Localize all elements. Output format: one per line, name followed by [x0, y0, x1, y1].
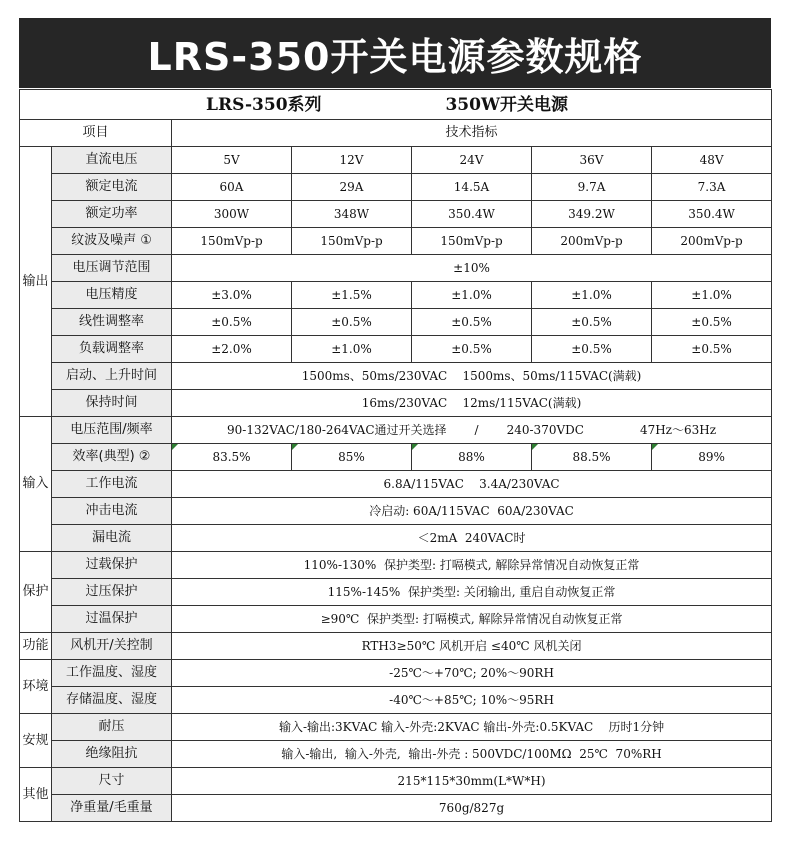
cell: 85% [292, 444, 412, 471]
cell: 6.8A/115VAC 3.4A/230VAC [172, 471, 772, 498]
cell: ±0.5% [652, 336, 772, 363]
cell: RTH3≥50℃ 风机开启 ≤40℃ 风机关闭 [172, 633, 772, 660]
cell: ±10% [172, 255, 772, 282]
row-label: 电压范围/频率 [52, 417, 172, 444]
cell: ±1.0% [532, 282, 652, 309]
cell: ≥90℃ 保护类型: 打嗝模式, 解除异常情况自动恢复正常 [172, 606, 772, 633]
table-row [20, 282, 772, 309]
cell: 300W [172, 201, 292, 228]
table-row [20, 255, 772, 282]
cell: 110%-130% 保护类型: 打嗝模式, 解除异常情况自动恢复正常 [172, 552, 772, 579]
cell: -40℃～+85℃; 10%～95RH [172, 687, 772, 714]
cell: 输入-输出, 输入-外壳, 输出-外壳 : 500VDC/100MΩ 25℃ 70%RH [172, 741, 772, 768]
cell: 12V [292, 147, 412, 174]
cell: 输入-输出:3KVAC 输入-外壳:2KVAC 输出-外壳:0.5KVAC 历时1分钟 [172, 714, 772, 741]
subtitle-row [20, 90, 772, 120]
table-row [20, 174, 772, 201]
row-label: 漏电流 [52, 525, 172, 552]
cell: 150mVp-p [412, 228, 532, 255]
table-row [20, 606, 772, 633]
spec-table [19, 89, 772, 822]
table-row [20, 660, 772, 687]
table-row [20, 741, 772, 768]
row-label: 保持时间 [52, 390, 172, 417]
cell: 83.5% [172, 444, 292, 471]
table-row [20, 552, 772, 579]
table-row [20, 417, 772, 444]
cell: 89% [652, 444, 772, 471]
cell: 150mVp-p [292, 228, 412, 255]
group-safety: 安规 [20, 714, 52, 768]
cell: 150mVp-p [172, 228, 292, 255]
group-input: 输入 [20, 417, 52, 552]
input-range-ac: 90-132VAC/180-264VAC通过开关选择 [227, 423, 447, 437]
row-label: 净重量/毛重量 [52, 795, 172, 822]
table-row [20, 201, 772, 228]
row-label: 工作温度、湿度 [52, 660, 172, 687]
cell: ±2.0% [172, 336, 292, 363]
series-name: LRS-350系列 [206, 94, 322, 115]
cell: 29A [292, 174, 412, 201]
cell: 14.5A [412, 174, 532, 201]
table-row [20, 525, 772, 552]
group-function: 功能 [20, 633, 52, 660]
table-row [20, 309, 772, 336]
header-item: 项目 [20, 120, 172, 147]
table-row [20, 795, 772, 822]
row-label: 尺寸 [52, 768, 172, 795]
row-label: 纹波及噪声 ① [52, 228, 172, 255]
row-label: 过压保护 [52, 579, 172, 606]
cell: 7.3A [652, 174, 772, 201]
row-label: 启动、上升时间 [52, 363, 172, 390]
row-label: 电压调节范围 [52, 255, 172, 282]
group-environment: 环境 [20, 660, 52, 714]
cell: ＜2mA 240VAC时 [172, 525, 772, 552]
row-label: 直流电压 [52, 147, 172, 174]
group-protection: 保护 [20, 552, 52, 633]
table-row [20, 579, 772, 606]
table-row [20, 471, 772, 498]
table-row [20, 228, 772, 255]
cell: 88.5% [532, 444, 652, 471]
cell: ±0.5% [172, 309, 292, 336]
cell: 24V [412, 147, 532, 174]
cell: 349.2W [532, 201, 652, 228]
cell: 88% [412, 444, 532, 471]
cell: ±1.5% [292, 282, 412, 309]
cell: ±0.5% [532, 336, 652, 363]
row-label: 额定功率 [52, 201, 172, 228]
cell: 350.4W [412, 201, 532, 228]
cell: 350.4W [652, 201, 772, 228]
header-row [20, 120, 772, 147]
cell: 200mVp-p [532, 228, 652, 255]
cell: ±1.0% [652, 282, 772, 309]
cell: ±1.0% [412, 282, 532, 309]
table-row [20, 687, 772, 714]
row-label: 绝缘阻抗 [52, 741, 172, 768]
cell: ±0.5% [412, 309, 532, 336]
group-output: 输出 [20, 147, 52, 417]
cell: -25℃～+70℃; 20%～90RH [172, 660, 772, 687]
table-row [20, 633, 772, 660]
header-spec: 技术指标 [172, 120, 772, 147]
row-label: 过载保护 [52, 552, 172, 579]
table-row [20, 363, 772, 390]
row-label: 过温保护 [52, 606, 172, 633]
row-label: 线性调整率 [52, 309, 172, 336]
cell: ±1.0% [292, 336, 412, 363]
cell: 60A [172, 174, 292, 201]
row-label: 存储温度、湿度 [52, 687, 172, 714]
row-label: 冲击电流 [52, 498, 172, 525]
cell: 16ms/230VAC 12ms/115VAC(满载) [172, 390, 772, 417]
input-frequency: 47Hz～63Hz [639, 423, 717, 437]
row-label: 风机开/关控制 [52, 633, 172, 660]
cell: ±0.5% [532, 309, 652, 336]
cell: ±0.5% [292, 309, 412, 336]
row-label: 效率(典型) ② [52, 444, 172, 471]
table-row [20, 768, 772, 795]
row-label: 工作电流 [52, 471, 172, 498]
series-desc: 350W开关电源 [445, 94, 569, 115]
table-row [20, 714, 772, 741]
cell: ±0.5% [412, 336, 532, 363]
cell: 48V [652, 147, 772, 174]
input-range-dc: 240-370VDC [506, 423, 584, 437]
cell: 5V [172, 147, 292, 174]
table-row [20, 498, 772, 525]
table-row [20, 336, 772, 363]
group-other: 其他 [20, 768, 52, 822]
cell: 36V [532, 147, 652, 174]
row-label: 耐压 [52, 714, 172, 741]
cell: 115%-145% 保护类型: 关闭输出, 重启自动恢复正常 [172, 579, 772, 606]
cell: 冷启动: 60A/115VAC 60A/230VAC [172, 498, 772, 525]
cell: 215*115*30mm(L*W*H) [172, 768, 772, 795]
row-label: 额定电流 [52, 174, 172, 201]
cell: 1500ms、50ms/230VAC 1500ms、50ms/115VAC(满载) [172, 363, 772, 390]
cell: ±0.5% [652, 309, 772, 336]
cell [172, 417, 772, 444]
cell: 760g/827g [172, 795, 772, 822]
table-row [20, 147, 772, 174]
input-range-sep: / [474, 423, 479, 437]
row-label: 电压精度 [52, 282, 172, 309]
cell: 348W [292, 201, 412, 228]
cell: ±3.0% [172, 282, 292, 309]
table-row [20, 444, 772, 471]
page-title: LRS-350开关电源参数规格 [19, 18, 771, 88]
cell: 200mVp-p [652, 228, 772, 255]
row-label: 负载调整率 [52, 336, 172, 363]
cell: 9.7A [532, 174, 652, 201]
table-row [20, 390, 772, 417]
